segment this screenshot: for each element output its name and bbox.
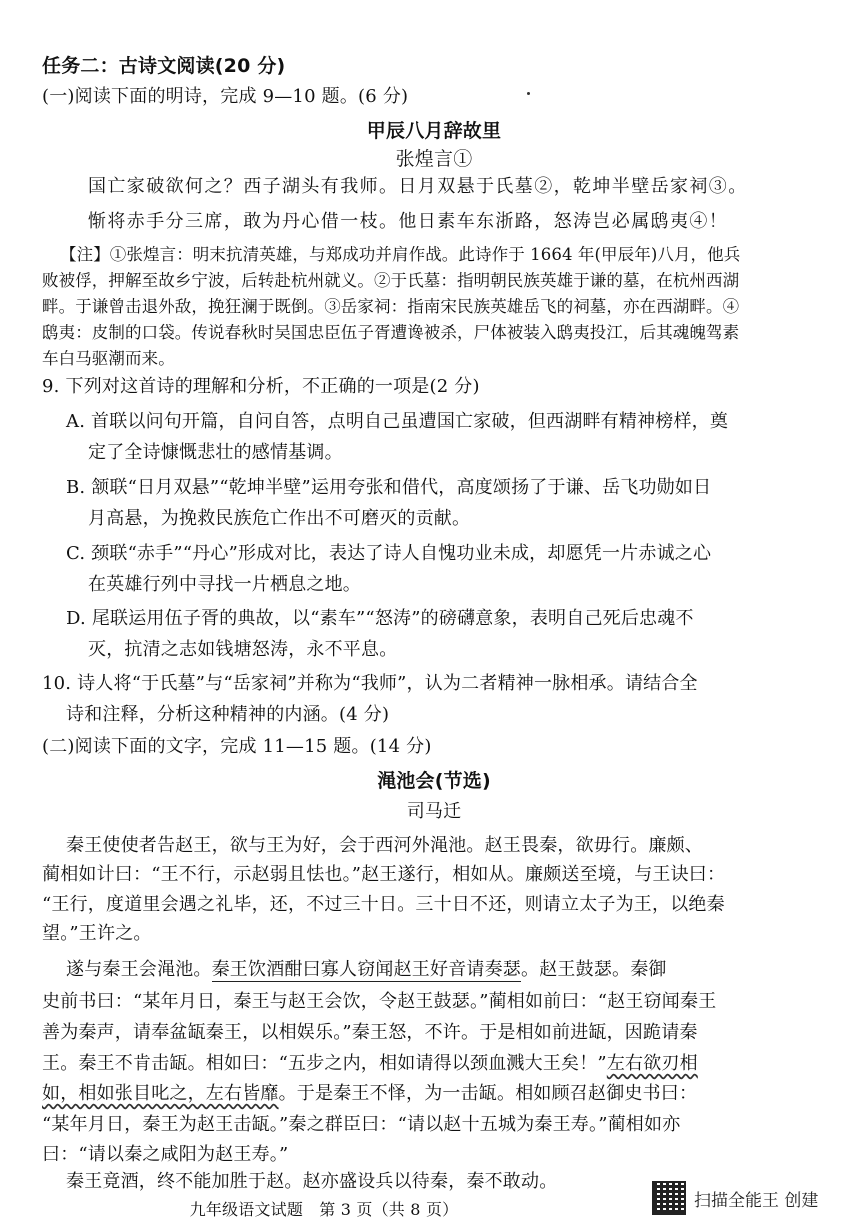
passage-p2-line-1 [66, 958, 667, 982]
passage-p1-line: 蔺相如计曰：“王不行，示赵弱且怯也。”赵王遂行，相如从。廉颇送至境，与王诀曰： [42, 864, 726, 885]
passage-text: 。赵王鼓瑟。秦御 [521, 959, 667, 980]
passage-p2-line-5 [42, 1082, 697, 1106]
passage-p2-line-3: 善为秦声，请奉盆缻秦王，以相娱乐。”秦王怒，不许。于是相如前进缻，因跪请秦 [42, 1022, 698, 1043]
wavy-underlined-sentence: 如，相如张目叱之，左右皆靡 [42, 1083, 279, 1104]
passage-p2-line-7: 曰：“请以秦之咸阳为赵王寿。” [42, 1144, 289, 1165]
note-line: 畔。于谦曾击退外敌，挽狂澜于既倒。③岳家祠：指南宋民族英雄岳飞的祠墓，亦在西湖畔。④ [42, 297, 740, 316]
question-9-option-b: B. 颔联“日月双悬”“乾坤半壁”运用夸张和借代，高度颂扬了于谦、岳飞功勋如日 [66, 477, 712, 498]
question-9-option-d: D. 尾联运用伍子胥的典故，以“素车”“怒涛”的磅礴意象，表明自己死后忠魂不 [66, 608, 694, 629]
wavy-underlined-sentence: 左右欲刃相 [606, 1053, 698, 1074]
passage-author: 司马迁 [406, 801, 462, 822]
passage-p2-line-6: “某年月日，秦王为赵王击缻。”秦之群臣曰：“请以赵十五城为秦王寿。”蔺相如亦 [42, 1114, 681, 1135]
task-heading: 任务二：古诗文阅读(20 分) [42, 55, 286, 77]
passage-p1-line: 望。”王许之。 [42, 923, 152, 944]
watermark-text: 扫描全能王 创建 [694, 1190, 819, 1211]
passage-text: 王。秦王不肯击缻。相如曰：“五步之内，相如请得以颈血溅大王矣！” [42, 1053, 607, 1074]
scan-speck [527, 92, 530, 95]
question-9-option-a: A. 首联以问句开篇，自问自答，点明自己虽遭国亡家破，但西湖畔有精神榜样，奠 [66, 411, 729, 432]
question-9-option-b-cont: 月高悬，为挽救民族危亡作出不可磨灭的贡献。 [88, 508, 471, 529]
poem-line-2: 惭将赤手分三席，敢为丹心借一枝。他日素车东浙路，怒涛岂必属鸱夷④！ [88, 211, 729, 232]
passage-text: 遂与秦王会渑池。 [66, 959, 212, 980]
poem-title: 甲辰八月辞故里 [366, 120, 502, 142]
passage-title: 渑池会(节选) [377, 770, 491, 792]
note-line: 车白马驱潮而来。 [42, 349, 175, 368]
page-footer: 九年级语文试题 第 3 页（共 8 页） [189, 1200, 459, 1219]
poem-author: 张煌言① [395, 148, 473, 170]
passage-p2-line-4 [42, 1052, 698, 1076]
part2-instruction: (二)阅读下面的文字，完成 11—15 题。(14 分) [42, 736, 432, 757]
question-9-option-c-cont: 在英雄行列中寻找一片栖息之地。 [88, 574, 361, 595]
passage-p1-line: “王行，度道里会遇之礼毕，还，不过三十日。三十日不还，则请立太子为王，以绝秦 [42, 894, 725, 915]
qr-code-icon [652, 1181, 686, 1215]
passage-p2-line-2: 史前书曰：“某年月日，秦王与赵王会饮，令赵王鼓瑟。”蔺相如前曰：“赵王窃闻秦王 [42, 991, 717, 1012]
part1-instruction: (一)阅读下面的明诗，完成 9—10 题。(6 分) [42, 86, 409, 107]
note-line: 【注】①张煌言：明末抗清英雄，与郑成功并肩作战。此诗作于 1664 年(甲辰年)八月，他兵 [60, 245, 741, 264]
question-9-option-a-cont: 定了全诗慷慨悲壮的感情基调。 [88, 442, 343, 463]
underlined-sentence: 秦王饮酒酣曰寡人窃闻赵王好音请奏瑟 [211, 959, 522, 980]
question-10: 10. 诗人将“于氏墓”与“岳家祠”并称为“我师”，认为二者精神一脉相承。请结合全 [42, 673, 698, 694]
passage-p1-line: 秦王使使者告赵王，欲与王为好，会于西河外渑池。赵王畏秦，欲毋行。廉颇、 [66, 835, 703, 856]
question-9-option-d-cont: 灭，抗清之志如钱塘怒涛，永不平息。 [88, 639, 398, 660]
passage-p3: 秦王竟酒，终不能加胜于赵。赵亦盛设兵以待秦，秦不敢动。 [66, 1171, 558, 1192]
question-9-option-c: C. 颈联“赤手”“丹心”形成对比，表达了诗人自愧功业未成，却愿凭一片赤诚之心 [66, 543, 712, 564]
question-9-stem: 9. 下列对这首诗的理解和分析，不正确的一项是(2 分) [42, 376, 480, 397]
poem-line-1: 国亡家破欲何之？西子湖头有我师。日月双悬于氏墓②，乾坤半壁岳家祠③。 [88, 176, 748, 197]
scanner-watermark [652, 1183, 818, 1213]
passage-text: 。于是秦王不怿，为一击缻。相如顾召赵御史书曰： [278, 1083, 698, 1104]
note-line: 鸱夷：皮制的口袋。传说春秋时吴国忠臣伍子胥遭谗被杀，尸体被装入鸱夷投江，后其魂魄驾素 [42, 323, 740, 342]
question-10-cont: 诗和注释，分析这种精神的内涵。(4 分) [66, 704, 390, 725]
note-line: 败被俘，押解至故乡宁波，后转赴杭州就义。②于氏墓：指明朝民族英雄于谦的墓，在杭州西湖 [42, 271, 740, 290]
